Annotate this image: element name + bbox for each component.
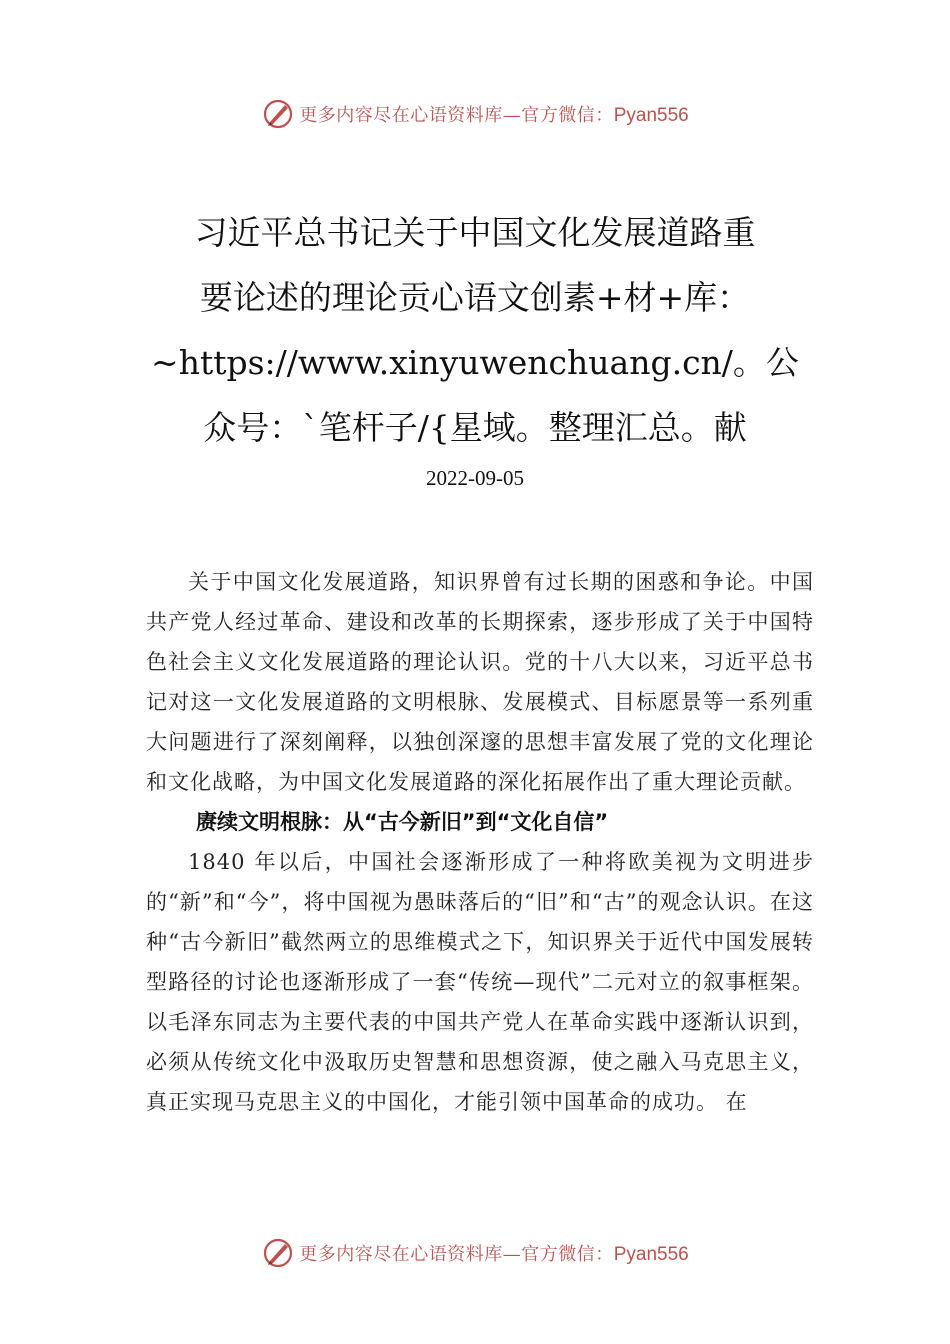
document-date: 2022-09-05: [426, 466, 524, 490]
document-body: [146, 562, 814, 1122]
title-line: 众号：`笔杆子/{星域。整理汇总。献: [203, 408, 747, 447]
pen-logo-icon: [261, 97, 295, 131]
pen-logo-icon: [261, 1236, 295, 1270]
footer-watermark-banner: [0, 1233, 950, 1273]
wechat-id: Pyan556: [613, 1244, 689, 1265]
paragraph: 关于中国文化发展道路，知识界曾有过长期的困惑和争论。中国共产党人经过革命、建设和改革的长期探索，逐步形成了关于中国特色社会主义文化发展道路的理论认识。党的十八大以来，习近平总书记对这一文化发展道路的文明根脉、发展模式、目标愿景等一系列重大问题进行了深刻阐释，以独创深邃的思想丰富发展了党的文化理论和文化战略，为中国文化发展道路的深化拓展作出了重大理论贡献。: [146, 570, 814, 794]
header-watermark-banner: [0, 94, 950, 134]
banner-text: 更多内容尽在心语资料库—官方微信：Pyan556: [299, 1244, 689, 1265]
title-line: 习近平总书记关于中国文化发展道路重: [194, 213, 756, 252]
banner-text: 更多内容尽在心语资料库—官方微信：Pyan556: [299, 105, 689, 126]
title-line: ~https://www.xinyuwenchuang.cn/。公: [151, 343, 799, 382]
section-heading: 赓续文明根脉：从“古今新旧”到“文化自信”: [196, 810, 609, 834]
title-line: 要论述的理论贡心语文创素+材+库：: [199, 278, 751, 317]
wechat-id: Pyan556: [613, 105, 689, 126]
paragraph: 1840 年以后，中国社会逐渐形成了一种将欧美视为文明进步的“新”和“今”，将中国视为愚昧落后的“旧”和“古”的观念认识。在这种“古今新旧”截然两立的思维模式之下，知识界关于近代中国发展转型路径的讨论也逐渐形成了一套“传统—现代”二元对立的叙事框架。以毛泽东同志为主要代表的中国共产党人在革命实践中逐渐认识到，必须从传统文化中汲取历史智慧和思想资源，使之融入马克思主义， 真正实现马克思主义的中国化，才能引领中国革命的成功。 在: [146, 850, 814, 1114]
document-title: [140, 200, 810, 460]
